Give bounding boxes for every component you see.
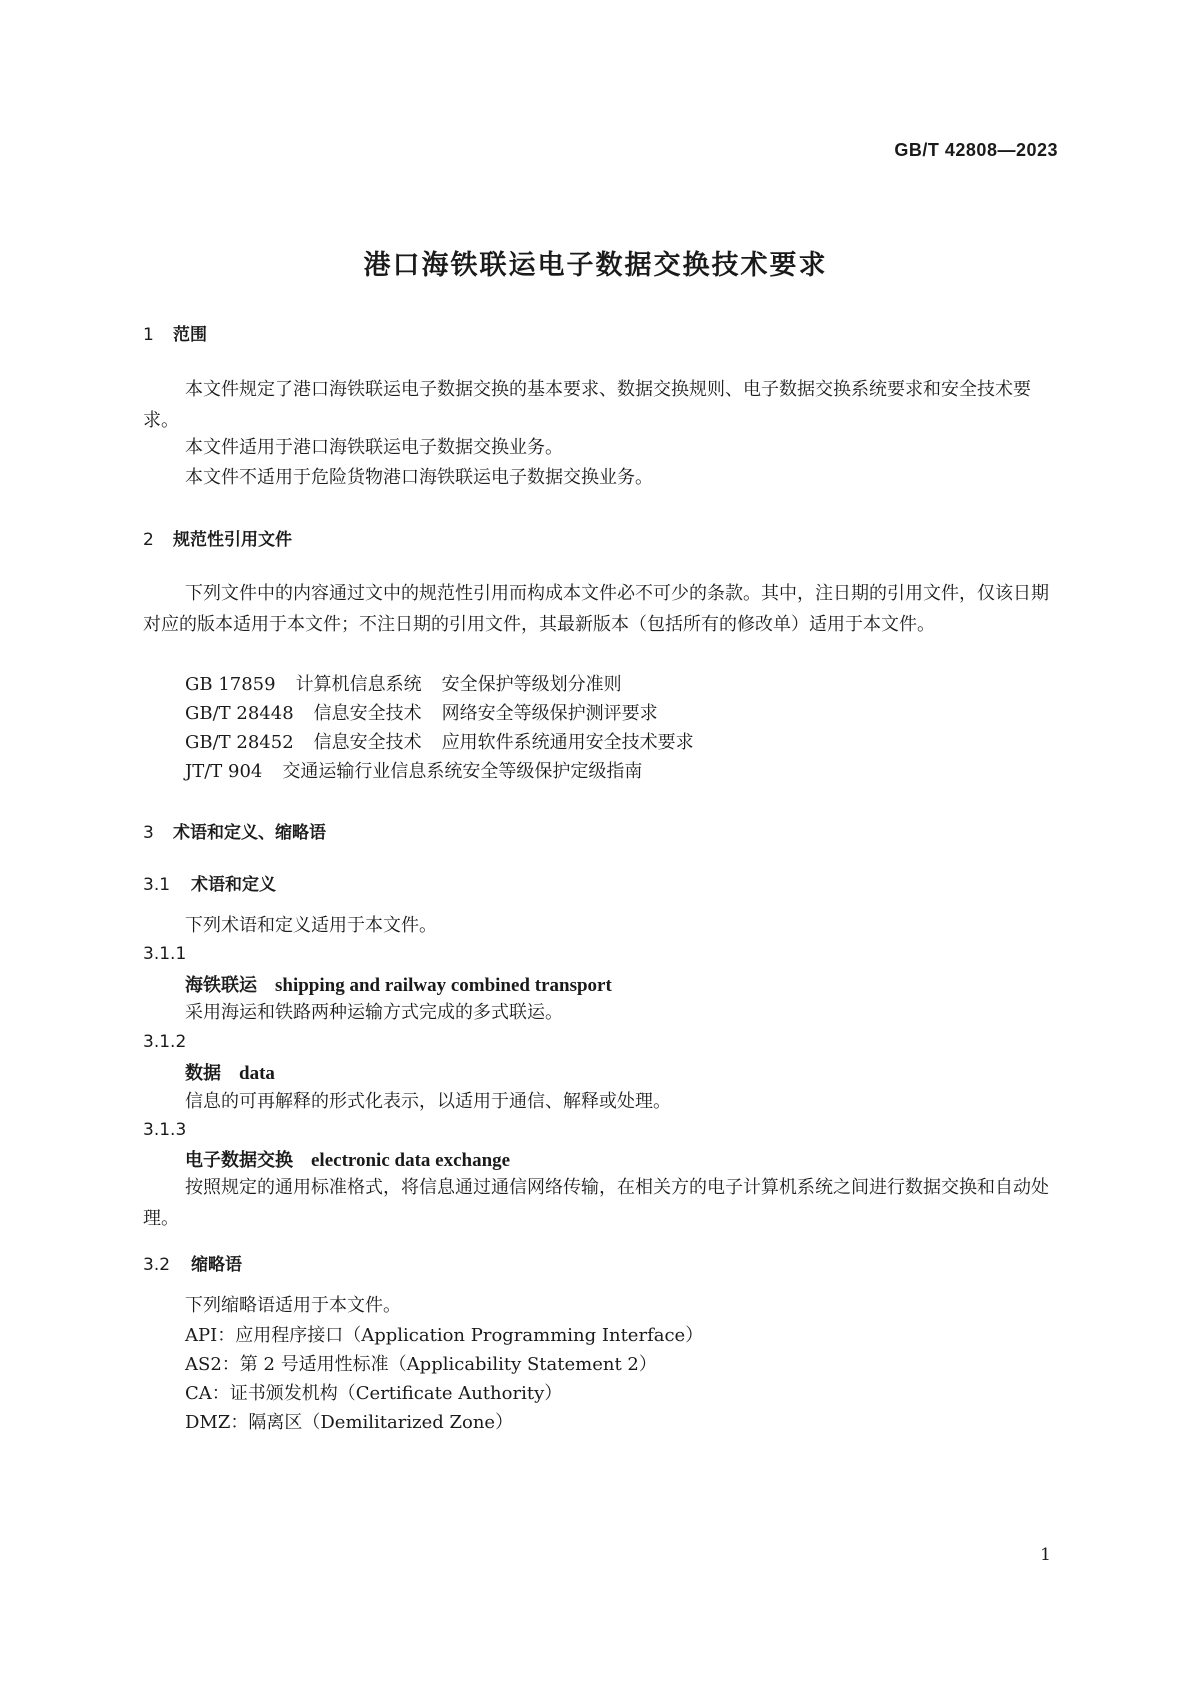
reference-item xyxy=(185,699,658,725)
reference-code: JT/T 904 xyxy=(185,761,263,782)
section-title: 术语和定义、缩略语 xyxy=(173,823,326,843)
reference-title-part-2: 安全保护等级划分准则 xyxy=(441,674,622,695)
abbreviation-item: DMZ：隔离区（Demilitarized Zone） xyxy=(185,1412,514,1433)
subsection-3-1-heading xyxy=(143,870,276,895)
term-chinese: 电子数据交换 xyxy=(185,1150,293,1171)
term-heading xyxy=(185,1146,510,1172)
abbreviations-intro: 下列缩略语适用于本文件。 xyxy=(185,1295,401,1316)
term-number: 3.1.2 xyxy=(143,1032,187,1052)
reference-item xyxy=(185,728,694,754)
reference-item xyxy=(185,757,642,783)
reference-title-part-1: 交通运输行业信息系统安全等级保护定级指南 xyxy=(282,761,643,782)
section-title: 规范性引用文件 xyxy=(173,530,292,550)
reference-title-part-2: 应用软件系统通用安全技术要求 xyxy=(441,732,694,753)
term-heading xyxy=(185,1059,275,1085)
terms-intro: 下列术语和定义适用于本文件。 xyxy=(185,915,437,936)
reference-title-part-1: 信息安全技术 xyxy=(313,732,422,753)
reference-title-part-2: 网络安全等级保护测评要求 xyxy=(441,703,658,724)
term-heading xyxy=(185,971,612,997)
scope-paragraph-3: 本文件不适用于危险货物港口海铁联运电子数据交换业务。 xyxy=(185,467,653,488)
subsection-3-2-heading xyxy=(143,1250,242,1275)
term-number: 3.1.3 xyxy=(143,1120,187,1140)
term-english: data xyxy=(239,1063,275,1084)
scope-paragraph-2: 本文件适用于港口海铁联运电子数据交换业务。 xyxy=(185,437,563,458)
section-number: 3 xyxy=(143,823,154,843)
reference-code: GB/T 28448 xyxy=(185,703,294,724)
section-title: 范围 xyxy=(173,325,207,345)
term-english: shipping and railway combined transport xyxy=(275,975,612,996)
term-chinese: 海铁联运 xyxy=(185,975,257,996)
subsection-title: 缩略语 xyxy=(191,1255,242,1275)
reference-item xyxy=(185,670,622,696)
section-3-heading xyxy=(143,818,326,843)
term-number: 3.1.1 xyxy=(143,944,187,964)
abbreviation-item: CA：证书颁发机构（Certificate Authority） xyxy=(185,1383,563,1404)
abbreviation-item: API：应用程序接口（Application Programming Interface） xyxy=(185,1325,704,1346)
term-chinese: 数据 xyxy=(185,1063,221,1084)
reference-code: GB 17859 xyxy=(185,674,276,695)
term-definition: 按照规定的通用标准格式，将信息通过通信网络传输，在相关方的电子计算机系统之间进行数据交换和自动处理。 xyxy=(143,1177,1049,1229)
page-number: 1 xyxy=(1040,1545,1051,1565)
normative-references-intro: 下列文件中的内容通过文中的规范性引用而构成本文件必不可少的条款。其中，注日期的引用文件，仅该日期对应的版本适用于本文件；不注日期的引用文件，其最新版本（包括所有的修改单）适用于本文件。 xyxy=(143,583,1049,635)
subsection-number: 3.2 xyxy=(143,1255,171,1275)
reference-title-part-1: 计算机信息系统 xyxy=(295,674,422,695)
reference-code: GB/T 28452 xyxy=(185,732,294,753)
standard-code: GB/T 42808—2023 xyxy=(894,140,1058,160)
abbreviation-item: AS2：第 2 号适用性标准（Applicability Statement 2） xyxy=(185,1354,657,1375)
subsection-title: 术语和定义 xyxy=(191,875,276,895)
document-title: 港口海铁联运电子数据交换技术要求 xyxy=(363,250,828,281)
term-definition: 采用海运和铁路两种运输方式完成的多式联运。 xyxy=(185,1002,563,1023)
subsection-number: 3.1 xyxy=(143,875,171,895)
scope-paragraph-1: 本文件规定了港口海铁联运电子数据交换的基本要求、数据交换规则、电子数据交换系统要求和安全技术要求。 xyxy=(143,379,1031,431)
term-definition: 信息的可再解释的形式化表示，以适用于通信、解释或处理。 xyxy=(185,1091,671,1112)
section-2-heading xyxy=(143,525,292,550)
reference-title-part-1: 信息安全技术 xyxy=(313,703,422,724)
section-1-heading xyxy=(143,320,207,345)
section-number: 1 xyxy=(143,325,154,345)
section-number: 2 xyxy=(143,530,154,550)
term-english: electronic data exchange xyxy=(311,1150,511,1171)
